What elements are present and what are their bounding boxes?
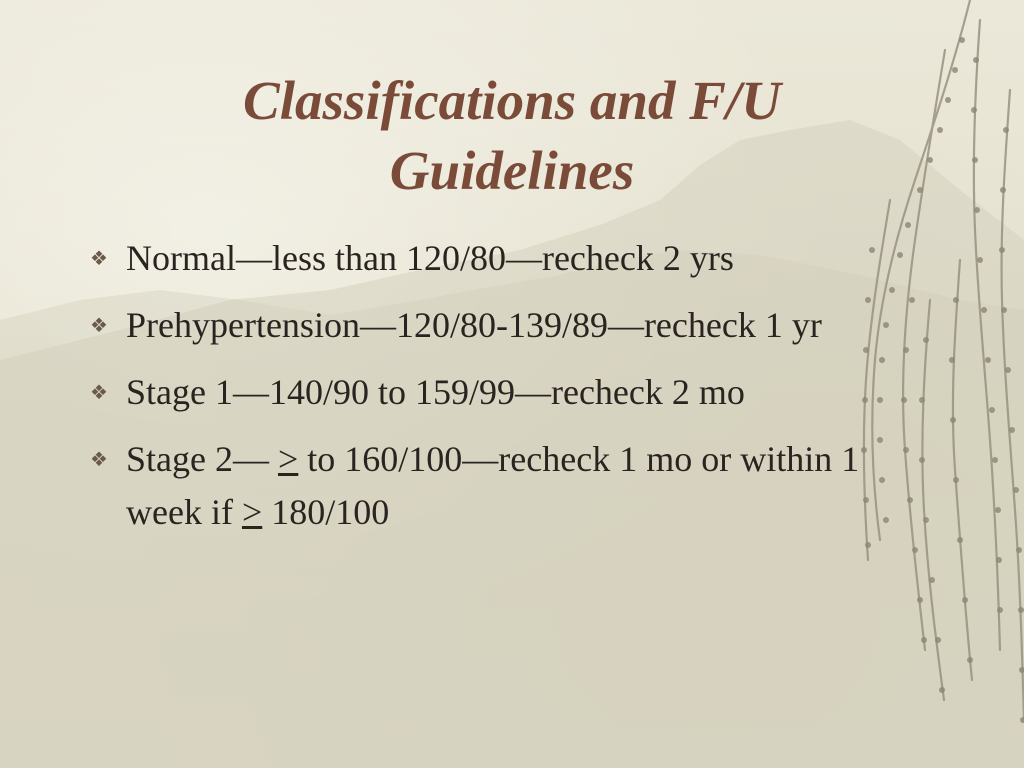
bullet-item-stage-1 xyxy=(90,366,930,419)
diamond-bullet-icon: ❖ xyxy=(90,313,108,337)
bullet-text-middle: to 160/100—recheck 1 mo or within 1 week if xyxy=(126,439,860,532)
title-line-2: Guidelines xyxy=(389,140,635,201)
title-line-1: Classifications and F/U xyxy=(243,70,781,131)
bullet-text: Prehypertension—120/80-139/89—recheck 1 yr xyxy=(126,305,822,345)
diamond-bullet-icon: ❖ xyxy=(90,447,108,471)
bullet-text-start: Stage 2— xyxy=(126,439,278,479)
bullet-text-end: 180/100 xyxy=(262,492,390,532)
bullet-text: Stage 1—140/90 to 159/99—recheck 2 mo xyxy=(126,372,745,412)
slide-title xyxy=(112,66,912,206)
bullet-item-prehypertension xyxy=(90,299,930,352)
diamond-bullet-icon: ❖ xyxy=(90,246,108,270)
bullet-text: Normal—less than 120/80—recheck 2 yrs xyxy=(126,238,734,278)
diamond-bullet-icon: ❖ xyxy=(90,380,108,404)
bullet-list xyxy=(90,232,930,553)
bullet-item-stage-2 xyxy=(90,433,930,539)
bullet-item-normal xyxy=(90,232,930,285)
greater-or-equal-symbol: > xyxy=(241,492,263,532)
greater-or-equal-symbol: > xyxy=(277,439,299,479)
